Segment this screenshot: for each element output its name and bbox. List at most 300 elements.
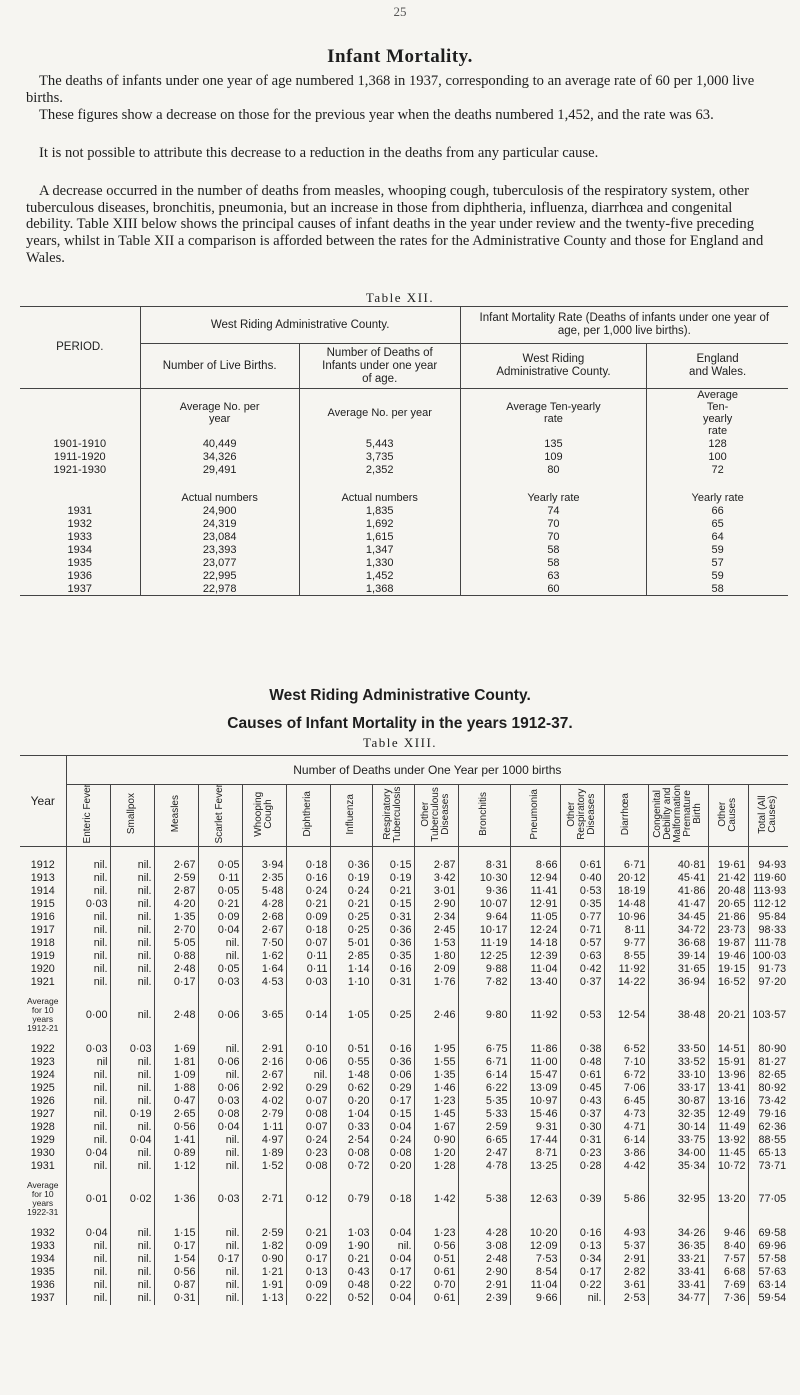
cell: 23·73 <box>708 924 748 937</box>
cell: 1·90 <box>330 1240 372 1253</box>
col-wr-rate: West Riding Administrative County. <box>460 344 647 389</box>
cell: 0·03 <box>85 1043 108 1056</box>
cell: nil. <box>198 950 242 963</box>
spacer-row <box>20 1033 788 1043</box>
spacer-cell <box>604 1033 648 1043</box>
column-header <box>66 785 110 847</box>
cell: 33·17 <box>648 1082 708 1095</box>
cell: 69·58 <box>748 1227 788 1240</box>
spacer-cell <box>330 1217 372 1227</box>
cell: 5·48 <box>242 885 286 898</box>
cell: 2·59 <box>242 1227 286 1240</box>
cell: nil. <box>93 1069 108 1082</box>
cell: nil. <box>198 1160 242 1173</box>
cell: 9·66 <box>510 1292 560 1305</box>
cell: 74 <box>460 504 647 517</box>
column-header-row <box>20 785 788 847</box>
cell: 41·47 <box>648 898 708 911</box>
cell: 0·13 <box>286 1266 330 1279</box>
cell: 11·19 <box>458 937 510 950</box>
spacer-cell <box>560 846 604 859</box>
cell: 2·16 <box>242 1056 286 1069</box>
spacer-cell <box>708 989 748 997</box>
cell: nil. <box>110 872 154 885</box>
cell: nil. <box>93 1095 108 1108</box>
cell: 0·09 <box>286 1240 330 1253</box>
cell: 80·92 <box>748 1082 788 1095</box>
cell: nil. <box>198 1240 242 1253</box>
cell: 0·18 <box>286 924 330 937</box>
column-header-label: Pneumonia <box>529 788 540 840</box>
cell: 91·73 <box>748 963 788 976</box>
cell: nil. <box>198 1266 242 1279</box>
cell: nil. <box>198 1069 242 1082</box>
cell: nil. <box>93 1082 108 1095</box>
cell: 0·21 <box>198 898 242 911</box>
cell: 0·15 <box>372 859 414 872</box>
cell: 36·94 <box>648 976 708 989</box>
cell: 58 <box>460 556 647 569</box>
cell: 0·07 <box>286 937 330 950</box>
table-row <box>20 437 788 450</box>
cell: 0·05 <box>198 859 242 872</box>
cell: 103·57 <box>748 997 788 1033</box>
cell: 0·37 <box>560 976 604 989</box>
cell: 0·28 <box>560 1160 604 1173</box>
cell: 0·22 <box>286 1292 330 1305</box>
cell: 34,326 <box>140 450 299 463</box>
year-cell: 1937 <box>20 1292 66 1305</box>
cell: 0·31 <box>154 1292 198 1305</box>
col-wr-group: West Riding Administrative County. <box>140 307 460 344</box>
cell: 1·11 <box>242 1121 286 1134</box>
cell: 80·90 <box>748 1043 788 1056</box>
year-cell: 1930 <box>20 1147 66 1160</box>
cell: 3·65 <box>242 997 286 1033</box>
cell: nil. <box>110 1279 154 1292</box>
year-cell: 1921 <box>20 976 66 989</box>
cell: 0·40 <box>560 872 604 885</box>
cell: 9·64 <box>458 911 510 924</box>
cell: 1921-1930 <box>53 463 107 476</box>
year-cell: 1920 <box>20 963 66 976</box>
average-label: Average for 10 years 1912-21 <box>20 997 66 1033</box>
cell: nil. <box>110 1253 154 1266</box>
cell: 0·08 <box>372 1147 414 1160</box>
spacer-cell <box>242 1033 286 1043</box>
cell: 72 <box>647 463 788 476</box>
table-row <box>20 1056 788 1069</box>
cell: 1·53 <box>414 937 458 950</box>
cell: 0·04 <box>198 1121 242 1134</box>
cell: 14·48 <box>604 898 648 911</box>
spacer-cell <box>110 989 154 997</box>
cell: nil. <box>110 1240 154 1253</box>
column-header-label: Diphtheria <box>302 791 313 837</box>
spacer-cell <box>510 1033 560 1043</box>
cell: 10·07 <box>458 898 510 911</box>
cell: 33·21 <box>648 1253 708 1266</box>
cell: 39·14 <box>648 950 708 963</box>
spacer-cell <box>748 1033 788 1043</box>
table-row <box>20 569 788 582</box>
cell: 4·93 <box>604 1227 648 1240</box>
spacer-cell <box>66 1217 110 1227</box>
cell: nil. <box>198 1147 242 1160</box>
cell: 32·95 <box>648 1181 708 1217</box>
cell: 2·67 <box>242 924 286 937</box>
cell: 1,835 <box>299 504 460 517</box>
cell: 0·38 <box>560 1043 604 1056</box>
cell: 12·25 <box>458 950 510 963</box>
column-header-label: Whooping Cough <box>253 791 274 837</box>
cell: 12·94 <box>510 872 560 885</box>
cell: 0·06 <box>198 1056 242 1069</box>
cell: 0·70 <box>414 1279 458 1292</box>
spacer-cell <box>648 1173 708 1181</box>
cell: 20·48 <box>708 885 748 898</box>
spacer-cell <box>372 846 414 859</box>
cell: nil. <box>110 1121 154 1134</box>
cell: 0·18 <box>372 1181 414 1217</box>
cell: 23,084 <box>140 530 299 543</box>
cell: 0·04 <box>372 1292 414 1305</box>
cell: 0·16 <box>372 963 414 976</box>
cell: nil. <box>110 911 154 924</box>
cell: 1·69 <box>154 1043 198 1056</box>
cell: 19·46 <box>708 950 748 963</box>
column-header <box>242 785 286 847</box>
cell: nil. <box>110 859 154 872</box>
cell: 2·67 <box>154 859 198 872</box>
table-row <box>20 1108 788 1121</box>
cell: nil. <box>110 1095 154 1108</box>
cell: 14·22 <box>604 976 648 989</box>
cell: 59 <box>647 543 788 556</box>
year-cell: 1927 <box>20 1108 66 1121</box>
cell: nil. <box>110 898 154 911</box>
cell: 11·49 <box>708 1121 748 1134</box>
cell: 31·65 <box>648 963 708 976</box>
cell: 0·00 <box>85 1008 108 1021</box>
cell: 0·22 <box>372 1279 414 1292</box>
cell: 21·42 <box>708 872 748 885</box>
cell: 2·09 <box>414 963 458 976</box>
cell: 1·28 <box>414 1160 458 1173</box>
cell: 4·53 <box>242 976 286 989</box>
cell: 0·11 <box>198 872 242 885</box>
cell: 2,352 <box>299 463 460 476</box>
spacer-cell <box>330 846 372 859</box>
table-row <box>20 1266 788 1279</box>
column-header-label: Diarrhœa <box>620 792 631 836</box>
page-number: 25 <box>393 4 407 19</box>
spacer-cell <box>648 1033 708 1043</box>
cell: 12·54 <box>604 997 648 1033</box>
cell: nil. <box>110 997 154 1033</box>
column-header <box>560 785 604 847</box>
cell: 1·20 <box>414 1147 458 1160</box>
year-cell: 1912 <box>20 859 66 872</box>
cell: nil. <box>110 1227 154 1240</box>
cell: 0·51 <box>330 1043 372 1056</box>
cell: 3·94 <box>242 859 286 872</box>
cell: 0·22 <box>560 1279 604 1292</box>
cell: 1·13 <box>242 1292 286 1305</box>
cell: 8·40 <box>708 1240 748 1253</box>
cell: 0·43 <box>330 1266 372 1279</box>
spacer-cell <box>372 1217 414 1227</box>
table-row <box>20 476 788 504</box>
cell: 2·82 <box>604 1266 648 1279</box>
table-row <box>20 1121 788 1134</box>
column-header <box>708 785 748 847</box>
cell: 2·87 <box>154 885 198 898</box>
cell: nil. <box>93 1160 108 1173</box>
cell: nil. <box>198 1134 242 1147</box>
cell: 2·34 <box>414 911 458 924</box>
spacer-cell <box>560 989 604 997</box>
cell: 9·31 <box>510 1121 560 1134</box>
table-row <box>20 463 788 476</box>
cell: 1·81 <box>154 1056 198 1069</box>
year-cell: 1931 <box>20 1160 66 1173</box>
cell: 4·42 <box>604 1160 648 1173</box>
cell: 0·24 <box>286 885 330 898</box>
table-row <box>20 504 788 517</box>
column-header-label: Scarlet Fever <box>214 784 225 844</box>
cell: 73·71 <box>748 1160 788 1173</box>
spacer-cell <box>414 1033 458 1043</box>
cell: 13·09 <box>510 1082 560 1095</box>
spacer-cell <box>110 1217 154 1227</box>
cell: 2·70 <box>154 924 198 937</box>
spacer-cell <box>286 1217 330 1227</box>
cell: nil. <box>198 1227 242 1240</box>
cell: 63 <box>460 569 647 582</box>
cell: 80 <box>460 463 647 476</box>
cell: 1·04 <box>330 1108 372 1121</box>
spacer-cell <box>242 846 286 859</box>
table-row <box>20 937 788 950</box>
cell: 11·05 <box>510 911 560 924</box>
cell: 2·87 <box>414 859 458 872</box>
cell: 3·61 <box>604 1279 648 1292</box>
cell: 0·07 <box>286 1121 330 1134</box>
cell: 23,077 <box>140 556 299 569</box>
cell: 1·10 <box>330 976 372 989</box>
cell: 0·15 <box>372 1108 414 1121</box>
cell: 1,368 <box>299 582 460 596</box>
cell: 0·47 <box>154 1095 198 1108</box>
cell: 0·89 <box>154 1147 198 1160</box>
cell: 20·65 <box>708 898 748 911</box>
cell: 0·35 <box>560 898 604 911</box>
col-ew-rate: England and Wales. <box>647 344 788 389</box>
cell: 128 <box>647 437 788 450</box>
cell: nil. <box>93 963 108 976</box>
cell: 73·42 <box>748 1095 788 1108</box>
year-cell: 1925 <box>20 1082 66 1095</box>
cell: 2·48 <box>154 963 198 976</box>
year-cell: 1919 <box>20 950 66 963</box>
spacer-cell <box>414 989 458 997</box>
cell: 0·07 <box>286 1095 330 1108</box>
cell: 38·48 <box>648 997 708 1033</box>
cell: 33·50 <box>648 1043 708 1056</box>
year-cell: 1913 <box>20 872 66 885</box>
cell: 2·90 <box>458 1266 510 1279</box>
spacer-cell <box>330 1173 372 1181</box>
spacer-cell <box>708 1217 748 1227</box>
spacer-cell <box>154 846 198 859</box>
cell: 33·52 <box>648 1056 708 1069</box>
spacer-cell <box>242 989 286 997</box>
cell: 1·55 <box>414 1056 458 1069</box>
cell: 0·25 <box>330 924 372 937</box>
sub-label: Yearly rate <box>460 476 647 504</box>
spacer-cell <box>708 846 748 859</box>
cell: 10·96 <box>604 911 648 924</box>
cell: 58 <box>647 582 788 596</box>
cell: 36·68 <box>648 937 708 950</box>
cell: 36·35 <box>648 1240 708 1253</box>
spacer-cell <box>648 1217 708 1227</box>
table-row <box>20 976 788 989</box>
cell: 0·09 <box>286 1279 330 1292</box>
spacer-cell <box>414 846 458 859</box>
cell: 0·24 <box>330 885 372 898</box>
cell: 0·10 <box>286 1043 330 1056</box>
col-live-births: Number of Live Births. <box>140 344 299 389</box>
table-row <box>20 1292 788 1305</box>
section-heading: West Riding Administrative County. <box>269 687 531 704</box>
cell: 57·58 <box>748 1253 788 1266</box>
cell: 15·47 <box>510 1069 560 1082</box>
cell: 6·45 <box>604 1095 648 1108</box>
paragraph-1: The deaths of infants under one year of age numbered 1,368 in 1937, corresponding to an average rate of 60 per 1,000 live births. <box>26 73 755 106</box>
cell: 88·55 <box>748 1134 788 1147</box>
cell: 0·34 <box>560 1253 604 1266</box>
cell: 0·13 <box>560 1240 604 1253</box>
cell: 6·52 <box>604 1043 648 1056</box>
cell: 7·06 <box>604 1082 648 1095</box>
spacer-cell <box>66 1033 110 1043</box>
spacer-cell <box>198 1033 242 1043</box>
column-header <box>330 785 372 847</box>
spacer-cell <box>458 1173 510 1181</box>
cell: 100 <box>647 450 788 463</box>
cell: 1933 <box>67 530 93 543</box>
cell: 1·89 <box>242 1147 286 1160</box>
column-header <box>648 785 708 847</box>
cell: nil. <box>93 1292 108 1305</box>
cell: 2·79 <box>242 1108 286 1121</box>
cell: 1·41 <box>154 1134 198 1147</box>
table-row <box>20 924 788 937</box>
cell: 2·71 <box>242 1181 286 1217</box>
cell: 98·33 <box>748 924 788 937</box>
table-row <box>20 582 788 596</box>
cell: 3·42 <box>414 872 458 885</box>
cell: 4·02 <box>242 1095 286 1108</box>
table-row <box>20 1069 788 1082</box>
spacer-cell <box>20 1173 66 1181</box>
cell: 2·90 <box>414 898 458 911</box>
cell: 0·56 <box>414 1240 458 1253</box>
spacer-row <box>20 1173 788 1181</box>
cell: 70 <box>460 517 647 530</box>
cell: 2·39 <box>458 1292 510 1305</box>
cell: 70 <box>460 530 647 543</box>
cell: 0·36 <box>330 859 372 872</box>
cell: nil. <box>93 885 108 898</box>
spacer-cell <box>560 1173 604 1181</box>
cell: 1936 <box>67 569 93 582</box>
cell: 0·23 <box>560 1147 604 1160</box>
cell: 2·59 <box>154 872 198 885</box>
cell: 65·13 <box>748 1147 788 1160</box>
cell: 0·04 <box>110 1134 154 1147</box>
cell: 2·59 <box>458 1121 510 1134</box>
paragraph-4: A decrease occurred in the number of deaths from measles, whooping cough, tuberculosis of the respiratory system, other tuberculous diseases, bronchitis, pneumonia, but an increase in those from diphtheria, influenza, diarrhœa and congenital debility. Table XIII below shows the principal causes of infant deaths in the year under review and the twenty-five preceding years, whilst in Table XII a comparison is afforded between the rates for the Administrative County and those for England and Wales. <box>26 183 764 266</box>
average-label: Average for 10 years 1922-31 <box>20 1181 66 1217</box>
column-header <box>414 785 458 847</box>
cell: 1·91 <box>242 1279 286 1292</box>
cell: 1·80 <box>414 950 458 963</box>
cell: 34·26 <box>648 1227 708 1240</box>
column-header-label: Other Tuberculous Diseases <box>420 786 451 842</box>
cell: 33·75 <box>648 1134 708 1147</box>
cell: 1·62 <box>242 950 286 963</box>
cell: nil. <box>110 1266 154 1279</box>
cell: 19·87 <box>708 937 748 950</box>
cell: 9·77 <box>604 937 648 950</box>
cell: 12·49 <box>708 1108 748 1121</box>
cell: 63·14 <box>748 1279 788 1292</box>
cell: nil. <box>93 1134 108 1147</box>
cell: 33·41 <box>648 1279 708 1292</box>
column-header <box>604 785 648 847</box>
table-row <box>20 1147 788 1160</box>
cell: 2·47 <box>458 1147 510 1160</box>
year-cell: 1914 <box>20 885 66 898</box>
cell: 5·86 <box>604 1181 648 1217</box>
average-row <box>20 997 788 1033</box>
cell: 0·19 <box>330 872 372 885</box>
col-period: PERIOD. <box>20 307 140 389</box>
year-cell: 1922 <box>20 1043 66 1056</box>
cell: 2·67 <box>242 1069 286 1082</box>
cell: 113·93 <box>748 885 788 898</box>
spacer-row <box>20 846 788 859</box>
cell: 1932 <box>67 517 93 530</box>
column-header <box>748 785 788 847</box>
cell: 0·08 <box>198 1108 242 1121</box>
table-row <box>20 911 788 924</box>
cell: 6·68 <box>708 1266 748 1279</box>
cell: 5·05 <box>154 937 198 950</box>
column-header-label: Measles <box>170 795 181 833</box>
cell: 0·17 <box>154 1240 198 1253</box>
cell: 22,995 <box>140 569 299 582</box>
cell: 57·63 <box>748 1266 788 1279</box>
cell: 2·68 <box>242 911 286 924</box>
cell: 33·41 <box>648 1266 708 1279</box>
cell: nil. <box>93 1121 108 1134</box>
cell: 14·51 <box>708 1043 748 1056</box>
cell: 0·03 <box>85 898 108 911</box>
